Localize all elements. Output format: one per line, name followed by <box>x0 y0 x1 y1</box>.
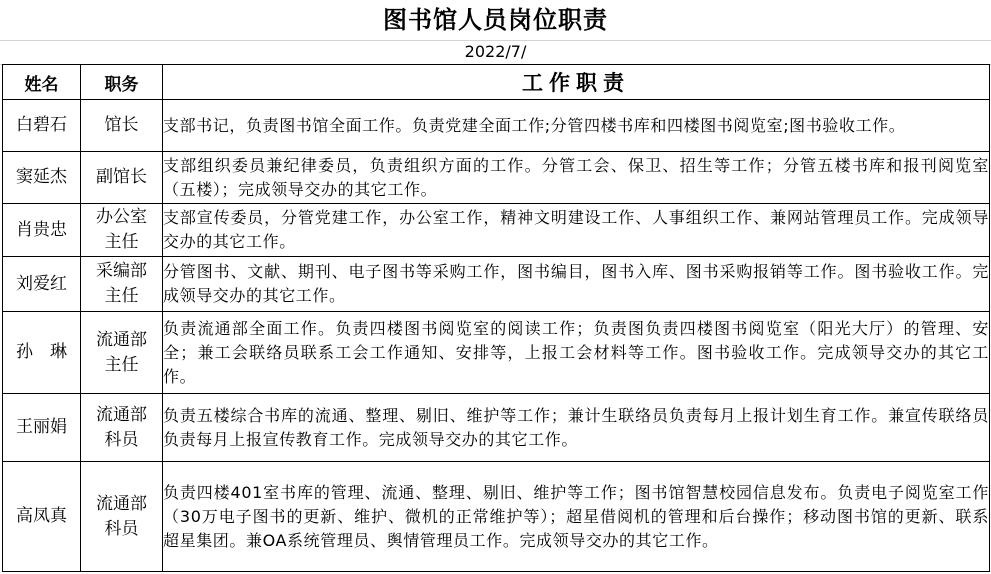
row-position-text: 办公室主任 <box>96 207 147 252</box>
row-duty: 负责四楼401室书库的管理、流通、整理、剔旧、维护等工作；图书馆智慧校园信息发布。负责电子阅览室工作（30万电子图书的更新、维护、微机的正常维护等）；超星借阅机的管理和后台操作；移动图书馆的更新、联系超星集团。兼OA系统管理员、舆情管理员工作。完成领导交办的其它工作。 <box>163 462 990 572</box>
header-position: 职务 <box>81 65 163 100</box>
table-row <box>3 394 990 462</box>
row-name: 刘爱红 <box>3 257 81 312</box>
row-position <box>81 204 163 257</box>
row-duty: 负责五楼综合书库的流通、整理、剔旧、维护等工作；兼计生联络员负责每月上报计划生育工作。兼宣传联络员负责每月上报宣传教育工作。完成领导交办的其它工作。 <box>163 394 990 462</box>
row-duty: 负责流通部全面工作。负责四楼图书阅览室的阅读工作；负责图负责四楼图书阅览室（阳光大厅）的管理、安全；兼工会联络员联系工会工作通知、安排等，上报工会材料等工作。图书验收工作。完成领导交办的其它工作。 <box>163 312 990 394</box>
row-duty: 支部书记，负责图书馆全面工作。负责党建全面工作;分管四楼书库和四楼图书阅览室;图书验收工作。 <box>163 100 990 152</box>
row-position <box>81 312 163 394</box>
row-position-text: 流通部科员 <box>96 404 147 450</box>
table-row <box>3 204 990 257</box>
row-position-text: 流通部科员 <box>96 493 147 539</box>
row-position-text: 副馆长 <box>96 167 147 187</box>
table-row <box>3 152 990 204</box>
page-title: 图书馆人员岗位职责 <box>0 0 991 41</box>
header-duty: 工作职责 <box>163 65 990 100</box>
table-row <box>3 462 990 572</box>
row-position-text: 馆长 <box>104 115 139 135</box>
row-name: 王丽娟 <box>3 394 81 462</box>
table-header-row <box>3 65 990 100</box>
duty-table <box>2 64 990 572</box>
header-name: 姓名 <box>3 65 81 100</box>
row-name: 孙 琳 <box>3 312 81 394</box>
row-duty: 支部宣传委员，分管党建工作，办公室工作，精神文明建设工作、人事组织工作、兼网站管理员工作。完成领导交办的其它工作。 <box>163 204 990 257</box>
row-position <box>81 394 163 462</box>
row-position <box>81 462 163 572</box>
date-line: 2022/7/ <box>0 40 991 65</box>
row-duty: 支部组织委员兼纪律委员，负责组织方面的工作。分管工会、保卫、招生等工作；分管五楼书库和报刊阅览室（五楼）；完成领导交办的其它工作。 <box>163 152 990 204</box>
row-position <box>81 257 163 312</box>
row-name: 白碧石 <box>3 100 81 152</box>
row-name: 肖贵忠 <box>3 204 81 257</box>
row-position-text: 流通部主任 <box>96 329 147 375</box>
row-position-text: 采编部主任 <box>96 261 147 306</box>
row-position <box>81 152 163 204</box>
row-name: 窦延杰 <box>3 152 81 204</box>
row-position <box>81 100 163 152</box>
table-row <box>3 100 990 152</box>
row-name: 高凤真 <box>3 462 81 572</box>
table-row <box>3 257 990 312</box>
table-row <box>3 312 990 394</box>
row-duty: 分管图书、文献、期刊、电子图书等采购工作，图书编目，图书入库、图书采购报销等工作。图书验收工作。完成领导交办的其它工作。 <box>163 257 990 312</box>
